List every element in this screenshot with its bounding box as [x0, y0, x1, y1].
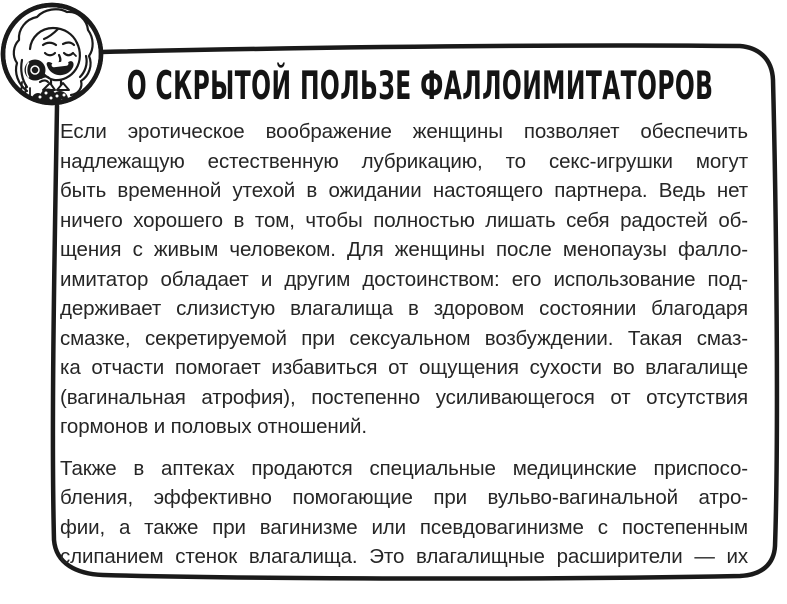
body-text	[60, 117, 748, 572]
text-line: надлежащую естественную лубрикацию, то секс-игрушки могут	[60, 149, 748, 173]
text-line: смазке, секретируемой при сексуальном возбуждении. Такая смаз-	[60, 326, 748, 350]
paragraph	[60, 454, 748, 572]
text-line: быть временной утехой в ожидании настоящего партнера. Ведь нет	[60, 179, 748, 202]
text-line: ка отчасти помогает избавиться от ощущения сухости во влагалище	[60, 356, 748, 379]
text-line: щения с живым человеком. Для женщины после менопаузы фалло-	[60, 238, 748, 261]
section-title: О СКРЫТОЙ ПОЛЬЗЕ ФАЛЛОИМИТАТОРОВ	[126, 63, 714, 109]
paragraph	[60, 117, 748, 442]
text-line: (вагинальная атрофия), постепенно усиливающегося от отсутствия	[60, 385, 748, 409]
text-line: ничего хорошего в том, чтобы полностью лишать себя радостей об-	[60, 208, 748, 232]
text-line: слипанием стенок влагалища. Это влагалищные расширители — их	[60, 545, 748, 568]
text-line: держивает слизистую влагалища в здоровом состоянии благодаря	[60, 297, 748, 320]
text-line: Если эротическое воображение женщины позволяет обеспечить	[60, 120, 748, 143]
text-line: бления, эффективно помогающие при вульво-вагинальной атро-	[60, 486, 748, 509]
section-title-area	[90, 62, 750, 110]
text-line: гормонов и половых отношений.	[60, 415, 367, 438]
text-line: Также в аптеках продаются специальные медицинские приспосо-	[60, 456, 748, 480]
text-line: имитатор обладает и другим достоинством: его использование под-	[60, 267, 748, 291]
text-line: фии, а также при вагинизме или псевдовагинизме с постепенным	[60, 515, 748, 539]
